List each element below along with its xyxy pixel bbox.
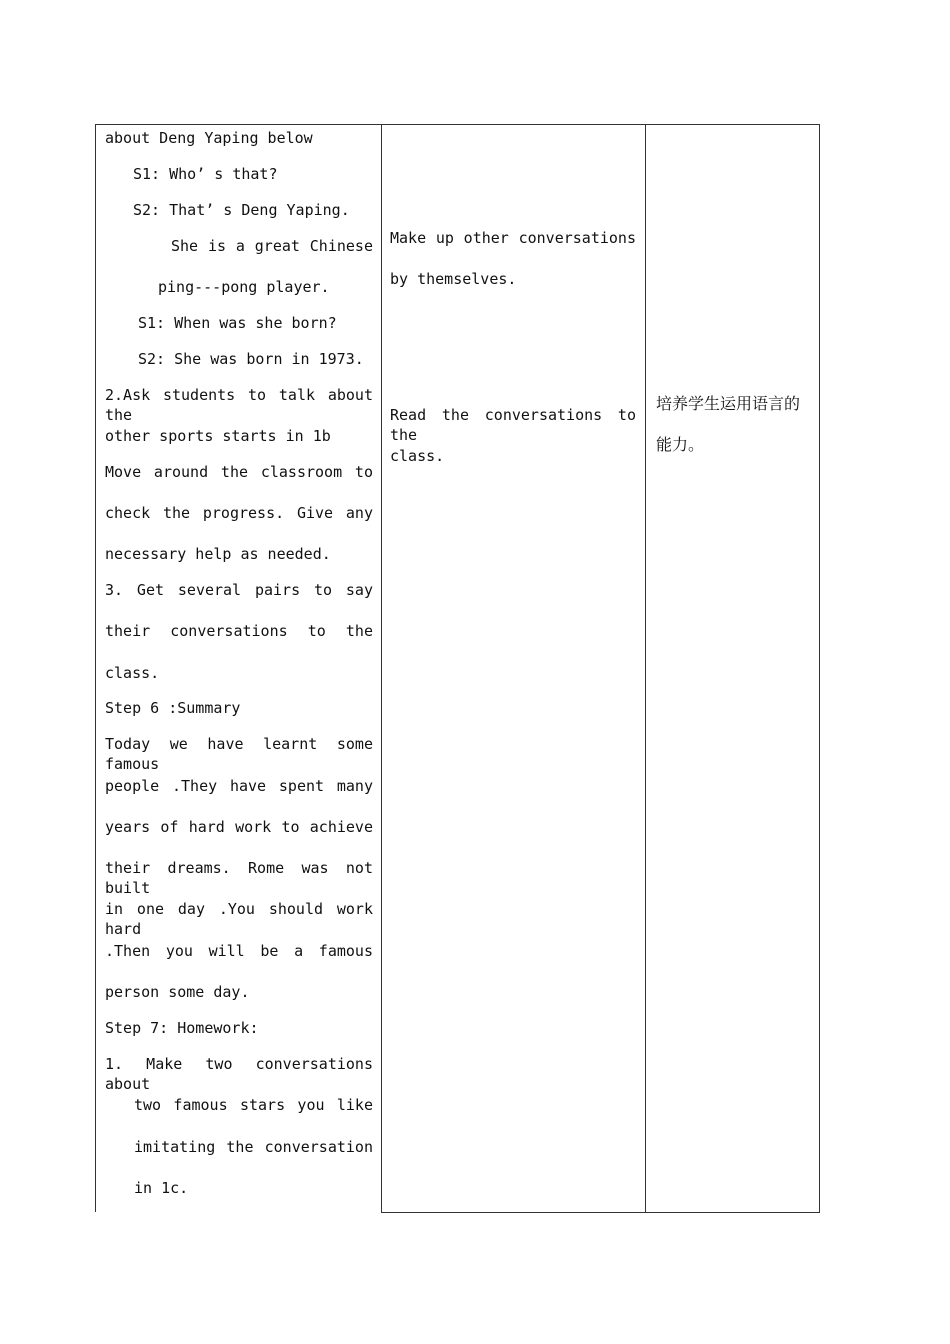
dialogue-line: She is a great Chinese: [171, 237, 373, 255]
text-line: Make up other conversations: [390, 229, 636, 247]
table-bottom-border: [381, 1212, 820, 1213]
dialogue-line: S1: Who’ s that?: [133, 165, 278, 183]
text-line: 2.Ask students to talk about the: [105, 386, 373, 424]
text-line: other sports starts in 1b: [105, 427, 331, 445]
text-line: check the progress. Give any: [105, 504, 373, 522]
homework-item: two famous stars you like: [134, 1096, 373, 1114]
text-line: in one day .You should work hard: [105, 900, 373, 938]
text-line: 能力。: [656, 435, 705, 454]
text-line: 3. Get several pairs to say: [105, 581, 373, 599]
column-divider-1: [381, 124, 382, 1213]
homework-item: 1. Make two conversations about: [105, 1055, 373, 1093]
text-line: by themselves.: [390, 270, 517, 288]
dialogue-line: S1: When was she born?: [138, 314, 337, 332]
text-line: their conversations to the: [105, 622, 373, 640]
column-divider-2: [645, 124, 646, 1213]
text-line: 培养学生运用语言的: [656, 394, 801, 413]
table-right-border: [819, 124, 820, 1213]
text-line: class.: [390, 447, 445, 465]
text-line: years of hard work to achieve: [105, 818, 373, 836]
text-line: Read the conversations to the: [390, 406, 636, 444]
text-line: class.: [105, 664, 160, 682]
dialogue-line: S2: That’ s Deng Yaping.: [133, 201, 350, 219]
dialogue-line: ping---pong player.: [158, 278, 330, 296]
text-line: Today we have learnt some famous: [105, 735, 373, 773]
text-line: .Then you will be a famous: [105, 942, 373, 960]
table-top-border: [95, 124, 820, 125]
homework-item: imitating the conversation: [134, 1138, 373, 1156]
homework-item: in 1c.: [134, 1179, 189, 1197]
text-line: necessary help as needed.: [105, 545, 331, 563]
text-line: their dreams. Rome was not built: [105, 859, 373, 897]
text-line: people .They have spent many: [105, 777, 373, 795]
step-heading: Step 6 :Summary: [105, 699, 241, 717]
text-line: about Deng Yaping below: [105, 129, 313, 147]
step-heading: Step 7: Homework:: [105, 1019, 259, 1037]
text-line: Move around the classroom to: [105, 463, 373, 481]
dialogue-line: S2: She was born in 1973.: [138, 350, 364, 368]
table-left-border: [95, 124, 96, 1212]
text-line: person some day.: [105, 983, 250, 1001]
